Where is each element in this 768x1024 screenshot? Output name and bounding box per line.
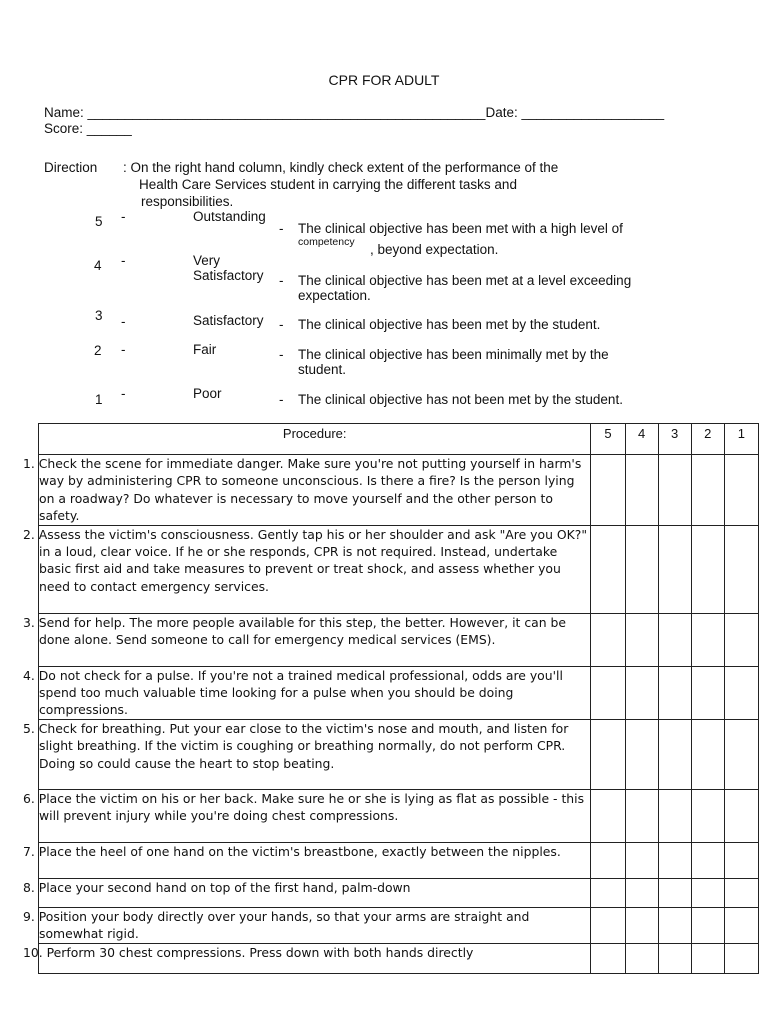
score-checkbox-2[interactable] — [691, 907, 724, 943]
score-checkbox-5[interactable] — [591, 943, 625, 973]
score-checkbox-4[interactable] — [625, 719, 658, 789]
table-header-row — [39, 424, 759, 455]
score-checkbox-5[interactable] — [591, 613, 625, 666]
direction-label: Direction — [44, 160, 98, 175]
score-checkbox-4[interactable] — [625, 842, 658, 878]
score-checkbox-5[interactable] — [591, 842, 625, 878]
score-checkbox-5[interactable] — [591, 907, 625, 943]
score-checkbox-3[interactable] — [658, 525, 691, 613]
table-row — [39, 943, 759, 973]
page-title: CPR FOR ADULT — [328, 72, 440, 88]
score-header-4: 4 — [625, 424, 658, 455]
score-checkbox-1[interactable] — [724, 878, 758, 907]
score-checkbox-4[interactable] — [625, 789, 658, 842]
rating-description: The clinical objective has been met by the student. — [298, 317, 601, 332]
procedure-step: 3. Send for help. The more people available for this step, the better. However, it can be done alone. Send someone to call for emergency medical services (EMS). — [39, 613, 591, 666]
score-checkbox-3[interactable] — [658, 842, 691, 878]
table-row — [39, 613, 759, 666]
rating-dash: - — [121, 386, 126, 401]
score-checkbox-2[interactable] — [691, 666, 724, 719]
direction-text-line1: : On the right hand column, kindly check extent of the performance of the — [123, 160, 559, 175]
score-checkbox-2[interactable] — [691, 525, 724, 613]
score-checkbox-5[interactable] — [591, 719, 625, 789]
procedure-header: Procedure: — [39, 424, 591, 455]
score-checkbox-2[interactable] — [691, 943, 724, 973]
score-checkbox-1[interactable] — [724, 719, 758, 789]
procedure-step: 10. Perform 30 chest compressions. Press down with both hands directly — [39, 943, 591, 973]
rating-dash: - — [279, 392, 284, 407]
score-header-1: 1 — [724, 424, 758, 455]
score-checkbox-3[interactable] — [658, 789, 691, 842]
rating-description-small: competency — [298, 236, 355, 248]
rating-dash: - — [279, 221, 284, 236]
score-checkbox-1[interactable] — [724, 613, 758, 666]
table-row — [39, 878, 759, 907]
score-checkbox-1[interactable] — [724, 943, 758, 973]
score-checkbox-5[interactable] — [591, 525, 625, 613]
rating-description: The clinical objective has been met at a level exceeding — [298, 273, 632, 288]
direction-text-line3: responsibilities. — [141, 194, 234, 209]
score-checkbox-4[interactable] — [625, 455, 658, 526]
direction-text-line2: Health Care Services student in carrying the different tasks and — [139, 177, 517, 192]
procedure-step: 8. Place your second hand on top of the first hand, palm-down — [39, 878, 591, 907]
procedure-step: 1. Check the scene for immediate danger. Make sure you're not putting yourself in harm's way by administering CPR to someone unconscious. Is there a fire? Is the person lying on a roadway? Do whatever is necessary to move yourself and the other person to safety. — [39, 455, 591, 526]
table-row — [39, 666, 759, 719]
score-checkbox-3[interactable] — [658, 943, 691, 973]
score-checkbox-3[interactable] — [658, 613, 691, 666]
score-checkbox-4[interactable] — [625, 613, 658, 666]
score-checkbox-2[interactable] — [691, 719, 724, 789]
rating-number: 4 — [94, 258, 102, 273]
score-checkbox-1[interactable] — [724, 455, 758, 526]
rating-description: The clinical objective has been met with a high level of — [298, 221, 623, 236]
rating-dash: - — [279, 347, 284, 362]
score-checkbox-2[interactable] — [691, 613, 724, 666]
score-checkbox-3[interactable] — [658, 719, 691, 789]
score-checkbox-3[interactable] — [658, 907, 691, 943]
rating-label: Poor — [193, 386, 222, 401]
rating-description: The clinical objective has not been met by the student. — [298, 392, 623, 407]
rating-dash: - — [279, 317, 284, 332]
name-date-line: Name: _____________________________________________________Date: ___________________ — [44, 105, 665, 120]
score-checkbox-3[interactable] — [658, 455, 691, 526]
score-header-5: 5 — [591, 424, 625, 455]
score-checkbox-3[interactable] — [658, 666, 691, 719]
score-header-2: 2 — [691, 424, 724, 455]
score-line: Score: ______ — [44, 121, 132, 136]
rating-dash: - — [279, 273, 284, 288]
rating-dash: - — [121, 314, 126, 329]
score-checkbox-5[interactable] — [591, 878, 625, 907]
procedure-step: 4. Do not check for a pulse. If you're not a trained medical professional, odds are you'll spend too much valuable time looking for a pulse when you should be doing compressions. — [39, 666, 591, 719]
score-checkbox-3[interactable] — [658, 878, 691, 907]
score-checkbox-2[interactable] — [691, 455, 724, 526]
rating-label: Very — [193, 253, 221, 268]
rating-dash: - — [121, 342, 126, 357]
rating-number: 1 — [95, 392, 103, 407]
score-checkbox-2[interactable] — [691, 842, 724, 878]
score-checkbox-4[interactable] — [625, 666, 658, 719]
rating-number: 3 — [95, 308, 103, 323]
score-checkbox-1[interactable] — [724, 525, 758, 613]
score-checkbox-5[interactable] — [591, 789, 625, 842]
score-checkbox-4[interactable] — [625, 878, 658, 907]
rating-number: 5 — [95, 214, 103, 229]
table-row — [39, 907, 759, 943]
procedure-step: 5. Check for breathing. Put your ear close to the victim's nose and mouth, and listen for slight breathing. If the victim is coughing or breathing normally, do not perform CPR. Doing so could cause the heart to stop beating. — [39, 719, 591, 789]
score-checkbox-4[interactable] — [625, 525, 658, 613]
table-row — [39, 789, 759, 842]
rating-description-cont: expectation. — [298, 288, 371, 303]
score-checkbox-1[interactable] — [724, 842, 758, 878]
table-row — [39, 719, 759, 789]
score-checkbox-4[interactable] — [625, 907, 658, 943]
score-checkbox-1[interactable] — [724, 789, 758, 842]
rating-label-cont: Satisfactory — [193, 268, 264, 283]
rating-description-cont: student. — [298, 362, 347, 377]
procedure-step: 2. Assess the victim's consciousness. Gently tap his or her shoulder and ask "Are you OK?" in a loud, clear voice. If he or she responds, CPR is not required. Instead, undertake basic first aid and take measures to prevent or treat shock, and assess whether you need to contact emergency services. — [39, 525, 591, 613]
rating-number: 2 — [94, 343, 102, 358]
score-checkbox-5[interactable] — [591, 455, 625, 526]
procedure-step: 7. Place the heel of one hand on the victim's breastbone, exactly between the nipples. — [39, 842, 591, 878]
table-row — [39, 455, 759, 526]
procedure-step: 9. Position your body directly over your hands, so that your arms are straight and somewhat rigid. — [39, 907, 591, 943]
table-row — [39, 525, 759, 613]
procedure-step: 6. Place the victim on his or her back. Make sure he or she is lying as flat as possible - this will prevent injury while you're doing chest compressions. — [39, 789, 591, 842]
score-checkbox-1[interactable] — [724, 907, 758, 943]
rating-description-cont: , beyond expectation. — [370, 242, 499, 257]
score-header-3: 3 — [658, 424, 691, 455]
score-checkbox-2[interactable] — [691, 878, 724, 907]
score-checkbox-1[interactable] — [724, 666, 758, 719]
rating-label: Fair — [193, 342, 217, 357]
score-checkbox-5[interactable] — [591, 666, 625, 719]
table-row — [39, 842, 759, 878]
rating-dash: - — [121, 253, 126, 268]
score-checkbox-4[interactable] — [625, 943, 658, 973]
rating-label: Outstanding — [193, 209, 266, 224]
procedure-table — [23, 423, 759, 974]
rating-description: The clinical objective has been minimally met by the — [298, 347, 609, 362]
score-checkbox-2[interactable] — [691, 789, 724, 842]
rating-dash: - — [121, 209, 126, 224]
rating-label: Satisfactory — [193, 313, 264, 328]
